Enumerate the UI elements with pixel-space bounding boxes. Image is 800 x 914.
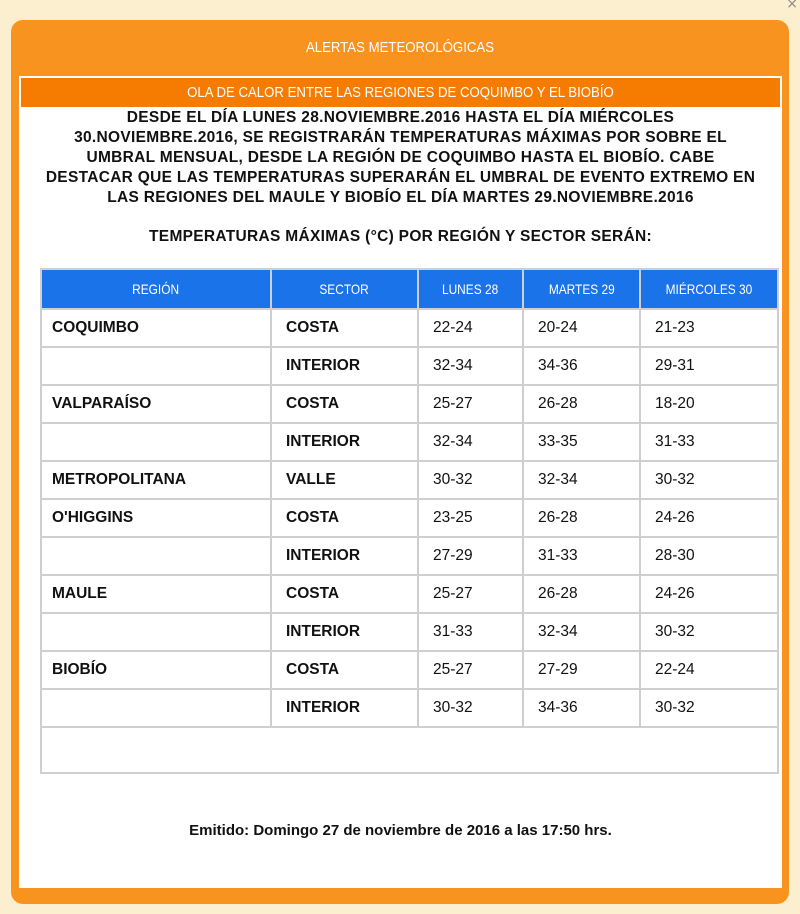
empty-cell (41, 727, 778, 773)
region-cell (41, 537, 271, 575)
modal-body (19, 76, 782, 888)
alert-modal (11, 20, 789, 904)
sector-cell: VALLE (271, 461, 418, 499)
day3-cell: 30-32 (640, 461, 778, 499)
modal-title: ALERTAS METEOROLÓGICAS (305, 39, 495, 56)
day2-cell: 26-28 (523, 499, 640, 537)
day2-cell: 26-28 (523, 385, 640, 423)
day1-cell: 32-34 (418, 347, 523, 385)
sector-cell: INTERIOR (271, 689, 418, 727)
day2-cell: 27-29 (523, 651, 640, 689)
day1-cell: 27-29 (418, 537, 523, 575)
alert-line: LAS REGIONES DEL MAULE Y BIOBÍO EL DÍA MARTES 29.NOVIEMBRE.2016 (107, 189, 694, 206)
sector-cell: COSTA (271, 575, 418, 613)
table-row (41, 461, 778, 499)
day1-cell: 23-25 (418, 499, 523, 537)
day3-cell: 21-23 (640, 309, 778, 347)
sector-cell: INTERIOR (271, 347, 418, 385)
alert-description (19, 108, 782, 208)
day2-cell: 34-36 (523, 689, 640, 727)
region-cell: BIOBÍO (41, 651, 271, 689)
day2-cell: 31-33 (523, 537, 640, 575)
day2-cell: 26-28 (523, 575, 640, 613)
day3-cell: 28-30 (640, 537, 778, 575)
alert-line: DESDE EL DÍA LUNES 28.NOVIEMBRE.2016 HASTA EL DÍA MIÉRCOLES (126, 109, 675, 126)
day1-cell: 30-32 (418, 689, 523, 727)
day3-cell: 24-26 (640, 499, 778, 537)
table-row (41, 689, 778, 727)
sector-cell: COSTA (271, 309, 418, 347)
day1-cell: 22-24 (418, 309, 523, 347)
table-title: TEMPERATURAS MÁXIMAS (°C) POR REGIÓN Y SECTOR SERÁN: (149, 228, 652, 245)
header-region: REGIÓN (41, 269, 271, 309)
day3-cell: 30-32 (640, 613, 778, 651)
table-row (41, 537, 778, 575)
close-icon[interactable]: × (786, 0, 798, 12)
region-cell (41, 613, 271, 651)
day3-cell: 31-33 (640, 423, 778, 461)
table-row (41, 651, 778, 689)
header-day-1: LUNES 28 (418, 269, 523, 309)
day2-cell: 32-34 (523, 461, 640, 499)
region-cell: METROPOLITANA (41, 461, 271, 499)
header-day-2: MARTES 29 (523, 269, 640, 309)
alert-title: OLA DE CALOR ENTRE LAS REGIONES DE COQUIMBO Y EL BIOBÍO (187, 84, 614, 101)
region-cell: MAULE (41, 575, 271, 613)
day1-cell: 32-34 (418, 423, 523, 461)
alert-line: 30.NOVIEMBRE.2016, SE REGISTRARÁN TEMPERATURAS MÁXIMAS POR SOBRE EL (74, 129, 727, 146)
table-row (41, 575, 778, 613)
region-cell: O'HIGGINS (41, 499, 271, 537)
alert-line: DESTACAR QUE LAS TEMPERATURAS SUPERARÁN EL UMBRAL DE EVENTO EXTREMO EN (45, 169, 756, 186)
table-row (41, 347, 778, 385)
table-header-row (41, 269, 778, 309)
header-sector: SECTOR (271, 269, 418, 309)
sector-cell: INTERIOR (271, 613, 418, 651)
table-row (41, 613, 778, 651)
day3-cell: 29-31 (640, 347, 778, 385)
sector-cell: INTERIOR (271, 537, 418, 575)
day2-cell: 20-24 (523, 309, 640, 347)
day3-cell: 24-26 (640, 575, 778, 613)
emitted-timestamp: Emitido: Domingo 27 de noviembre de 2016 a las 17:50 hrs. (189, 822, 612, 839)
alert-line: UMBRAL MENSUAL, DESDE LA REGIÓN DE COQUIMBO HASTA EL BIOBÍO. CABE (86, 149, 715, 166)
table-row (41, 499, 778, 537)
day2-cell: 32-34 (523, 613, 640, 651)
region-cell (41, 423, 271, 461)
header-day-3: MIÉRCOLES 30 (640, 269, 778, 309)
region-cell (41, 689, 271, 727)
day1-cell: 25-27 (418, 575, 523, 613)
day3-cell: 22-24 (640, 651, 778, 689)
sector-cell: COSTA (271, 651, 418, 689)
day1-cell: 25-27 (418, 385, 523, 423)
table-row (41, 385, 778, 423)
sector-cell: COSTA (271, 499, 418, 537)
day1-cell: 25-27 (418, 651, 523, 689)
region-cell: COQUIMBO (41, 309, 271, 347)
table-row (41, 309, 778, 347)
empty-row (41, 727, 778, 773)
day2-cell: 34-36 (523, 347, 640, 385)
day1-cell: 30-32 (418, 461, 523, 499)
sector-cell: INTERIOR (271, 423, 418, 461)
region-cell (41, 347, 271, 385)
day3-cell: 18-20 (640, 385, 778, 423)
temperature-table (40, 268, 779, 774)
day1-cell: 31-33 (418, 613, 523, 651)
day2-cell: 33-35 (523, 423, 640, 461)
sector-cell: COSTA (271, 385, 418, 423)
region-cell: VALPARAÍSO (41, 385, 271, 423)
table-row (41, 423, 778, 461)
day3-cell: 30-32 (640, 689, 778, 727)
alert-title-bar (21, 78, 780, 107)
